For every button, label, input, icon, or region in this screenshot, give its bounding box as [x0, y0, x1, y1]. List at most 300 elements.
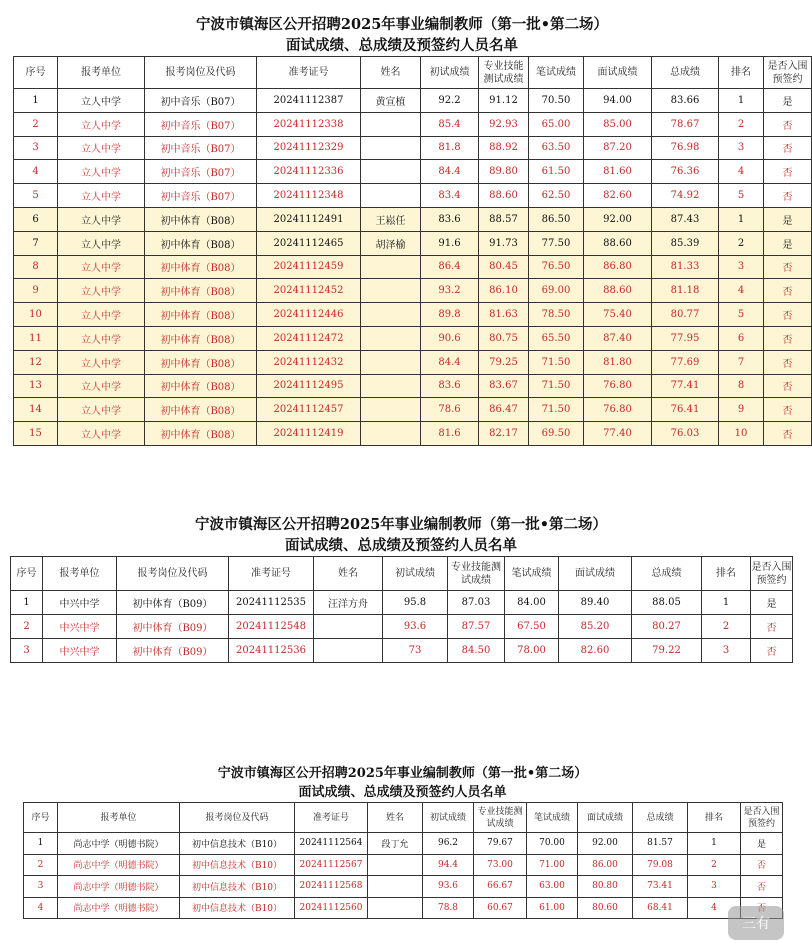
cell-position: 初中信息技术（B10） [180, 876, 295, 898]
cell-interview-score: 85.00 [584, 112, 652, 136]
cell-skill-test-score: 91.73 [479, 231, 529, 255]
cell-rank: 4 [719, 279, 764, 303]
column-header-name: 姓名 [314, 557, 383, 591]
cell-pre-sign: 否 [741, 876, 783, 898]
cell-unit: 立人中学 [58, 160, 145, 184]
cell-written-score: 63.50 [529, 136, 584, 160]
column-header-rank: 排名 [719, 57, 764, 89]
cell-skill-test-score: 88.60 [479, 184, 529, 208]
cell-rank: 1 [702, 591, 751, 615]
table-row [14, 350, 812, 374]
cell-total-score: 88.05 [632, 591, 702, 615]
cell-interview-score: 86.00 [578, 854, 633, 876]
cell-name: 黄宣植 [361, 89, 421, 113]
cell-seq: 5 [14, 184, 58, 208]
cell-interview-score: 92.00 [584, 207, 652, 231]
cell-unit: 立人中学 [58, 136, 145, 160]
cell-pre-sign: 否 [741, 854, 783, 876]
cell-seq: 7 [14, 231, 58, 255]
cell-written-score: 63.00 [527, 876, 578, 898]
section-title-line2: 面试成绩、总成绩及预签约人员名单 [298, 785, 507, 800]
column-header-ticket-no: 准考证号 [295, 803, 368, 833]
cell-prelim-score: 84.4 [421, 350, 479, 374]
cell-name [361, 112, 421, 136]
cell-skill-test-score: 92.93 [479, 112, 529, 136]
cell-rank: 3 [702, 639, 751, 663]
cell-pre-sign: 否 [764, 303, 812, 327]
section-title-line1: 宁波市镇海区公开招聘2025年事业编制教师（第一批•第二场） [195, 16, 609, 33]
cell-ticket-no: 20241112491 [257, 207, 361, 231]
cell-total-score: 81.18 [652, 279, 719, 303]
column-header-pre-sign: 是否入围预签约 [741, 803, 783, 833]
cell-total-score: 79.08 [633, 854, 688, 876]
column-header-seq: 序号 [11, 557, 43, 591]
cell-rank: 2 [688, 854, 741, 876]
cell-total-score: 76.36 [652, 160, 719, 184]
cell-seq: 6 [14, 207, 58, 231]
column-header-interview-score: 面试成绩 [559, 557, 632, 591]
cell-total-score: 77.69 [652, 350, 719, 374]
cell-rank: 3 [688, 876, 741, 898]
cell-name [361, 374, 421, 398]
cell-unit: 立人中学 [58, 422, 145, 446]
cell-seq: 10 [14, 303, 58, 327]
cell-unit: 尚志中学（明德书院） [58, 897, 180, 919]
cell-interview-score: 92.00 [578, 833, 633, 855]
cell-name [361, 184, 421, 208]
cell-written-score: 65.00 [529, 112, 584, 136]
cell-pre-sign: 否 [751, 639, 793, 663]
cell-interview-score: 75.40 [584, 303, 652, 327]
cell-name [361, 160, 421, 184]
cell-unit: 立人中学 [58, 279, 145, 303]
cell-pre-sign: 是 [751, 591, 793, 615]
cell-skill-test-score: 87.57 [448, 615, 505, 639]
column-header-interview-score: 面试成绩 [578, 803, 633, 833]
results-section-1 [13, 14, 808, 446]
column-header-unit: 报考单位 [58, 57, 145, 89]
cell-prelim-score: 81.6 [421, 422, 479, 446]
cell-total-score: 79.22 [632, 639, 702, 663]
cell-written-score: 67.50 [505, 615, 559, 639]
cell-written-score: 69.00 [529, 279, 584, 303]
cell-unit: 立人中学 [58, 303, 145, 327]
cell-interview-score: 77.40 [584, 422, 652, 446]
cell-interview-score: 87.40 [584, 326, 652, 350]
cell-position: 初中音乐（B07） [145, 160, 257, 184]
cell-ticket-no: 20241112465 [257, 231, 361, 255]
cell-written-score: 70.00 [527, 833, 578, 855]
cell-prelim-score: 93.6 [423, 876, 474, 898]
column-header-prelim-score: 初试成绩 [383, 557, 448, 591]
column-header-interview-score: 面试成绩 [584, 57, 652, 89]
cell-written-score: 78.00 [505, 639, 559, 663]
cell-position: 初中体育（B08） [145, 398, 257, 422]
cell-unit: 立人中学 [58, 184, 145, 208]
cell-pre-sign: 否 [751, 615, 793, 639]
cell-position: 初中体育（B09） [117, 639, 229, 663]
cell-total-score: 80.77 [652, 303, 719, 327]
cell-skill-test-score: 80.75 [479, 326, 529, 350]
cell-ticket-no: 20241112548 [229, 615, 314, 639]
table-row [24, 833, 783, 855]
column-header-written-score: 笔试成绩 [505, 557, 559, 591]
cell-total-score: 78.67 [652, 112, 719, 136]
cell-pre-sign: 否 [764, 136, 812, 160]
cell-position: 初中体育（B08） [145, 255, 257, 279]
cell-position: 初中信息技术（B10） [180, 897, 295, 919]
cell-interview-score: 87.20 [584, 136, 652, 160]
cell-name [368, 854, 423, 876]
cell-skill-test-score: 88.92 [479, 136, 529, 160]
table-row [11, 639, 793, 663]
cell-prelim-score: 78.6 [421, 398, 479, 422]
cell-interview-score: 89.40 [559, 591, 632, 615]
cell-seq: 1 [11, 591, 43, 615]
cell-seq: 3 [24, 876, 58, 898]
table-row [14, 374, 812, 398]
cell-rank: 7 [719, 350, 764, 374]
cell-seq: 4 [14, 160, 58, 184]
cell-pre-sign: 否 [764, 398, 812, 422]
cell-ticket-no: 20241112446 [257, 303, 361, 327]
cell-unit: 尚志中学（明德书院） [58, 854, 180, 876]
cell-seq: 12 [14, 350, 58, 374]
cell-name [314, 639, 383, 663]
cell-ticket-no: 20241112338 [257, 112, 361, 136]
cell-prelim-score: 85.4 [421, 112, 479, 136]
cell-name [361, 350, 421, 374]
cell-position: 初中音乐（B07） [145, 112, 257, 136]
table-row [14, 303, 812, 327]
cell-unit: 中兴中学 [43, 615, 117, 639]
cell-skill-test-score: 60.67 [474, 897, 527, 919]
cell-pre-sign: 否 [764, 184, 812, 208]
cell-skill-test-score: 86.47 [479, 398, 529, 422]
cell-ticket-no: 20241112564 [295, 833, 368, 855]
table-row [14, 326, 812, 350]
cell-interview-score: 80.60 [578, 897, 633, 919]
cell-ticket-no: 20241112329 [257, 136, 361, 160]
cell-name [361, 303, 421, 327]
cell-prelim-score: 93.2 [421, 279, 479, 303]
cell-interview-score: 85.20 [559, 615, 632, 639]
cell-pre-sign: 否 [764, 279, 812, 303]
cell-prelim-score: 96.2 [423, 833, 474, 855]
cell-ticket-no: 20241112457 [257, 398, 361, 422]
cell-interview-score: 80.80 [578, 876, 633, 898]
cell-interview-score: 88.60 [584, 231, 652, 255]
section-title-line2: 面试成绩、总成绩及预签约人员名单 [285, 537, 517, 554]
column-header-seq: 序号 [14, 57, 58, 89]
cell-position: 初中体育（B09） [117, 591, 229, 615]
column-header-total-score: 总成绩 [632, 557, 702, 591]
cell-position: 初中体育（B08） [145, 303, 257, 327]
table-row [11, 615, 793, 639]
cell-rank: 9 [719, 398, 764, 422]
table-header-row [14, 57, 812, 89]
column-header-prelim-score: 初试成绩 [421, 57, 479, 89]
column-header-ticket-no: 准考证号 [229, 557, 314, 591]
cell-skill-test-score: 83.67 [479, 374, 529, 398]
cell-rank: 4 [688, 897, 741, 919]
cell-seq: 3 [11, 639, 43, 663]
cell-ticket-no: 20241112535 [229, 591, 314, 615]
cell-prelim-score: 94.4 [423, 854, 474, 876]
cell-name [361, 136, 421, 160]
cell-position: 初中信息技术（B10） [180, 854, 295, 876]
cell-pre-sign: 否 [764, 160, 812, 184]
cell-written-score: 61.00 [527, 897, 578, 919]
column-header-total-score: 总成绩 [633, 803, 688, 833]
cell-skill-test-score: 80.45 [479, 255, 529, 279]
table-row [24, 854, 783, 876]
cell-skill-test-score: 86.10 [479, 279, 529, 303]
cell-rank: 1 [688, 833, 741, 855]
cell-name: 汪洋方舟 [314, 591, 383, 615]
cell-name: 王崧任 [361, 207, 421, 231]
cell-prelim-score: 93.6 [383, 615, 448, 639]
cell-prelim-score: 84.4 [421, 160, 479, 184]
table-row [14, 184, 812, 208]
cell-ticket-no: 20241112536 [229, 639, 314, 663]
column-header-pre-sign: 是否入围预签约 [751, 557, 793, 591]
cell-prelim-score: 73 [383, 639, 448, 663]
column-header-rank: 排名 [702, 557, 751, 591]
cell-unit: 立人中学 [58, 398, 145, 422]
cell-name [361, 422, 421, 446]
cell-ticket-no: 20241112387 [257, 89, 361, 113]
cell-skill-test-score: 73.00 [474, 854, 527, 876]
cell-position: 初中音乐（B07） [145, 89, 257, 113]
cell-position: 初中信息技术（B10） [180, 833, 295, 855]
cell-seq: 4 [24, 897, 58, 919]
cell-pre-sign: 是 [764, 207, 812, 231]
cell-interview-score: 94.00 [584, 89, 652, 113]
cell-seq: 1 [14, 89, 58, 113]
cell-skill-test-score: 81.63 [479, 303, 529, 327]
cell-name [361, 398, 421, 422]
cell-unit: 中兴中学 [43, 591, 117, 615]
column-header-skill-test-score: 专业技能测试成绩 [448, 557, 505, 591]
table-row [24, 876, 783, 898]
cell-ticket-no: 20241112495 [257, 374, 361, 398]
cell-ticket-no: 20241112348 [257, 184, 361, 208]
cell-seq: 2 [24, 854, 58, 876]
cell-total-score: 81.33 [652, 255, 719, 279]
cell-ticket-no: 20241112472 [257, 326, 361, 350]
cell-interview-score: 88.60 [584, 279, 652, 303]
cell-skill-test-score: 79.67 [474, 833, 527, 855]
cell-rank: 6 [719, 326, 764, 350]
cell-unit: 尚志中学（明德书院） [58, 833, 180, 855]
cell-total-score: 87.43 [652, 207, 719, 231]
cell-unit: 立人中学 [58, 326, 145, 350]
cell-written-score: 69.50 [529, 422, 584, 446]
cell-skill-test-score: 88.57 [479, 207, 529, 231]
cell-unit: 立人中学 [58, 231, 145, 255]
table-row [14, 422, 812, 446]
cell-skill-test-score: 91.12 [479, 89, 529, 113]
cell-prelim-score: 90.6 [421, 326, 479, 350]
table-row [24, 897, 783, 919]
cell-rank: 2 [702, 615, 751, 639]
cell-rank: 1 [719, 89, 764, 113]
cell-position: 初中体育（B08） [145, 422, 257, 446]
cell-total-score: 76.41 [652, 398, 719, 422]
table-row [14, 255, 812, 279]
column-header-written-score: 笔试成绩 [529, 57, 584, 89]
cell-written-score: 70.50 [529, 89, 584, 113]
table-row [14, 207, 812, 231]
cell-position: 初中体育（B08） [145, 374, 257, 398]
table-header-row [11, 557, 793, 591]
cell-unit: 中兴中学 [43, 639, 117, 663]
cell-unit: 尚志中学（明德书院） [58, 876, 180, 898]
cell-seq: 13 [14, 374, 58, 398]
cell-unit: 立人中学 [58, 350, 145, 374]
cell-prelim-score: 83.4 [421, 184, 479, 208]
cell-written-score: 77.50 [529, 231, 584, 255]
cell-prelim-score: 95.8 [383, 591, 448, 615]
column-header-name: 姓名 [361, 57, 421, 89]
cell-written-score: 71.50 [529, 398, 584, 422]
table-row [14, 160, 812, 184]
cell-rank: 2 [719, 231, 764, 255]
cell-seq: 14 [14, 398, 58, 422]
cell-rank: 10 [719, 422, 764, 446]
cell-name [368, 876, 423, 898]
cell-position: 初中体育（B08） [145, 326, 257, 350]
table-row [14, 279, 812, 303]
section-title-line2: 面试成绩、总成绩及预签约人员名单 [286, 37, 518, 54]
cell-written-score: 71.50 [529, 350, 584, 374]
cell-seq: 2 [11, 615, 43, 639]
cell-total-score: 76.03 [652, 422, 719, 446]
cell-skill-test-score: 82.17 [479, 422, 529, 446]
results-section-3 [23, 764, 782, 919]
cell-pre-sign: 否 [764, 374, 812, 398]
cell-name [368, 897, 423, 919]
results-table [10, 556, 793, 663]
cell-name: 段丁允 [368, 833, 423, 855]
cell-seq: 8 [14, 255, 58, 279]
cell-written-score: 71.50 [529, 374, 584, 398]
cell-prelim-score: 83.6 [421, 207, 479, 231]
cell-rank: 5 [719, 303, 764, 327]
cell-ticket-no: 20241112567 [295, 854, 368, 876]
cell-unit: 立人中学 [58, 207, 145, 231]
cell-name: 胡泽榆 [361, 231, 421, 255]
cell-ticket-no: 20241112560 [295, 897, 368, 919]
cell-skill-test-score: 84.50 [448, 639, 505, 663]
cell-total-score: 74.92 [652, 184, 719, 208]
column-header-unit: 报考单位 [43, 557, 117, 591]
cell-written-score: 86.50 [529, 207, 584, 231]
cell-name [361, 326, 421, 350]
cell-written-score: 71.00 [527, 854, 578, 876]
cell-total-score: 81.57 [633, 833, 688, 855]
column-header-written-score: 笔试成绩 [527, 803, 578, 833]
cell-seq: 2 [14, 112, 58, 136]
cell-written-score: 84.00 [505, 591, 559, 615]
cell-name [361, 255, 421, 279]
cell-position: 初中体育（B08） [145, 231, 257, 255]
column-header-skill-test-score: 专业技能测试成绩 [474, 803, 527, 833]
cell-interview-score: 76.80 [584, 398, 652, 422]
cell-seq: 11 [14, 326, 58, 350]
cell-unit: 立人中学 [58, 112, 145, 136]
cell-position: 初中体育（B08） [145, 207, 257, 231]
cell-interview-score: 81.60 [584, 160, 652, 184]
cell-ticket-no: 20241112336 [257, 160, 361, 184]
cell-unit: 立人中学 [58, 89, 145, 113]
cell-total-score: 77.41 [652, 374, 719, 398]
table-row [14, 398, 812, 422]
cell-written-score: 65.50 [529, 326, 584, 350]
cell-ticket-no: 20241112419 [257, 422, 361, 446]
cell-pre-sign: 是 [764, 89, 812, 113]
table-row [11, 591, 793, 615]
cell-rank: 2 [719, 112, 764, 136]
cell-written-score: 61.50 [529, 160, 584, 184]
cell-prelim-score: 83.6 [421, 374, 479, 398]
column-header-rank: 排名 [688, 803, 741, 833]
column-header-skill-test-score: 专业技能测试成绩 [479, 57, 529, 89]
cell-written-score: 62.50 [529, 184, 584, 208]
column-header-name: 姓名 [368, 803, 423, 833]
cell-name [361, 279, 421, 303]
cell-position: 初中体育（B08） [145, 350, 257, 374]
cell-skill-test-score: 89.80 [479, 160, 529, 184]
cell-prelim-score: 92.2 [421, 89, 479, 113]
cell-position: 初中体育（B08） [145, 279, 257, 303]
cell-seq: 9 [14, 279, 58, 303]
cell-ticket-no: 20241112452 [257, 279, 361, 303]
results-table [13, 56, 812, 446]
cell-ticket-no: 20241112432 [257, 350, 361, 374]
cell-total-score: 80.27 [632, 615, 702, 639]
cell-prelim-score: 91.6 [421, 231, 479, 255]
cell-pre-sign: 是 [764, 231, 812, 255]
cell-rank: 4 [719, 160, 764, 184]
cell-position: 初中音乐（B07） [145, 136, 257, 160]
cell-seq: 3 [14, 136, 58, 160]
cell-pre-sign: 否 [764, 326, 812, 350]
column-header-seq: 序号 [24, 803, 58, 833]
column-header-ticket-no: 准考证号 [257, 57, 361, 89]
cell-prelim-score: 81.8 [421, 136, 479, 160]
column-header-position: 报考岗位及代码 [180, 803, 295, 833]
cell-interview-score: 82.60 [559, 639, 632, 663]
column-header-prelim-score: 初试成绩 [423, 803, 474, 833]
table-header-row [24, 803, 783, 833]
cell-ticket-no: 20241112459 [257, 255, 361, 279]
column-header-position: 报考岗位及代码 [117, 557, 229, 591]
table-row [14, 112, 812, 136]
column-header-unit: 报考单位 [58, 803, 180, 833]
cell-rank: 1 [719, 207, 764, 231]
cell-total-score: 77.95 [652, 326, 719, 350]
table-row [14, 89, 812, 113]
section-title-line1: 宁波市镇海区公开招聘2025年事业编制教师（第一批•第二场） [194, 516, 608, 533]
cell-prelim-score: 78.8 [423, 897, 474, 919]
cell-prelim-score: 89.8 [421, 303, 479, 327]
cell-total-score: 83.66 [652, 89, 719, 113]
cell-skill-test-score: 66.67 [474, 876, 527, 898]
results-section-2 [10, 514, 792, 663]
cell-interview-score: 76.80 [584, 374, 652, 398]
